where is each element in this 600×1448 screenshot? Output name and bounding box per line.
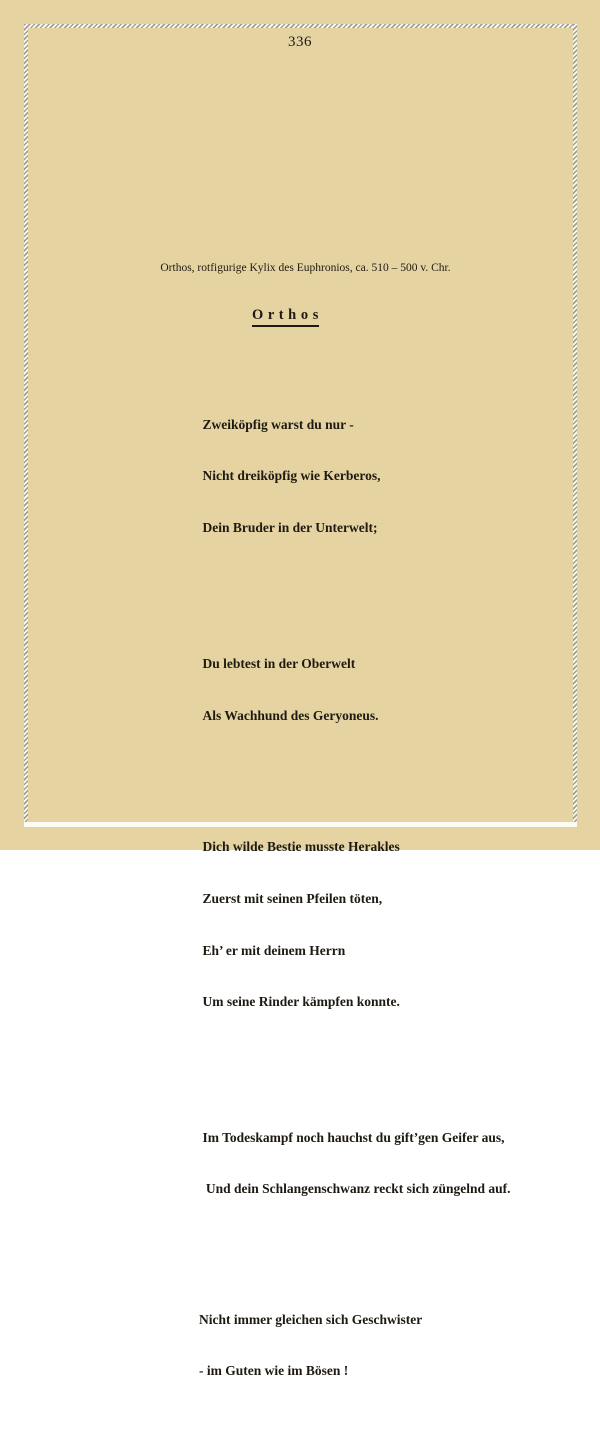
poem-line: Dein Bruder in der Unterwelt; [202, 520, 378, 536]
poem-stanza [199, 1094, 511, 1232]
poem-line: Um seine Rinder kämpfen konnte. [202, 994, 400, 1010]
poem-line: Im Todeskampf noch hauchst du gift’gen Geifer aus, [202, 1129, 505, 1145]
poem-line: Dich wilde Bestie musste Herakles [202, 839, 400, 855]
rope-border-left [24, 24, 28, 826]
rope-border-right [573, 24, 577, 826]
poem-line: Und dein Schlangenschwanz reckt sich züngelnd auf. [202, 1181, 511, 1197]
poem-line: Nicht dreiköpfig wie Kerberos, [202, 468, 381, 484]
poem-line: Zuerst mit seinen Pfeilen töten, [202, 891, 383, 907]
poem-line: Als Wachhund des Geryoneus. [202, 708, 379, 724]
poem-title: O r t h o s [252, 307, 319, 327]
artwork-caption: Orthos, rotfigurige Kylix des Euphronios, ca. 510 – 500 v. Chr. [160, 262, 451, 274]
poem-stanza [199, 621, 511, 759]
poem-line: Nicht immer gleichen sich Geschwister [199, 1311, 423, 1327]
rope-border-top [24, 24, 577, 28]
poem-stanza [199, 1276, 511, 1414]
poem-line: Eh’ er mit deinem Herrn [202, 942, 346, 958]
poem [199, 347, 511, 1448]
poem-stanza [199, 381, 511, 570]
page-number: 336 [288, 34, 312, 50]
poem-line: - im Guten wie im Bösen ! [199, 1363, 349, 1379]
poem-line: Zweiköpfig warst du nur - [202, 416, 354, 432]
poem-stanza [199, 804, 511, 1045]
poem-line: Du lebtest in der Oberwelt [202, 656, 356, 672]
